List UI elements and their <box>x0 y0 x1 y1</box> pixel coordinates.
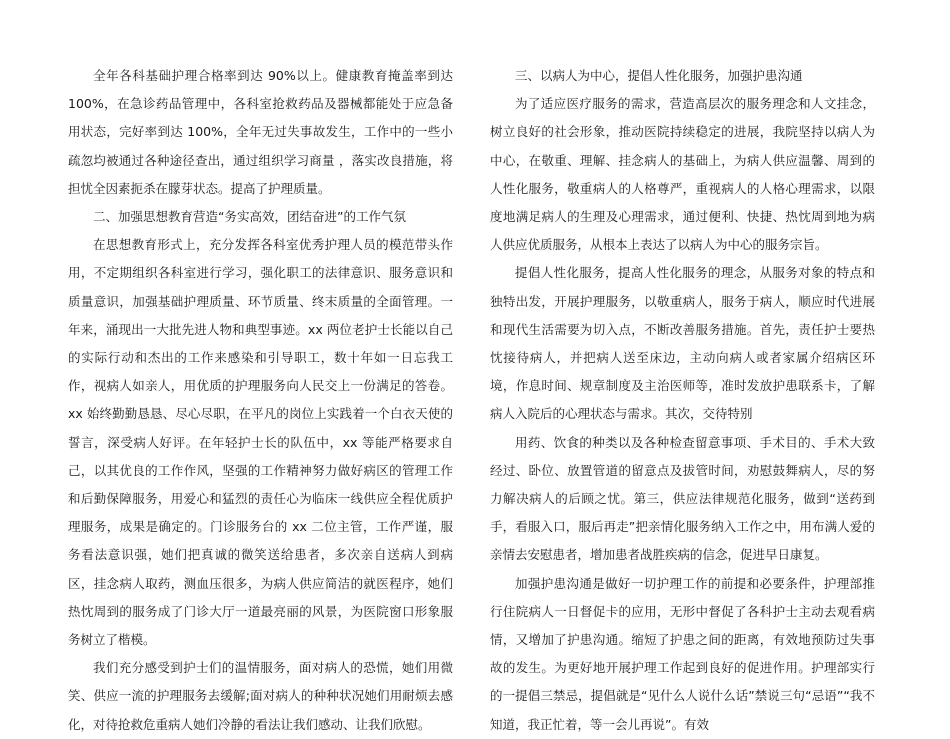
right-column <box>490 62 875 739</box>
heading-ideology-education: 二、加强思想教育营造“务实高效，团结奋进”的工作气氛 <box>93 209 406 225</box>
paragraph-warm-service: 我们充分感受到护士们的温情服务，面对病人的恐慌，她们用微笑、供应一流的护理服务去缓解;面对病人的种种状况她们用耐烦去感化，对待抢救危重病人她们冷静的看法让我们感动、让我们欣慰。 <box>68 660 453 732</box>
paragraph-communication: 加强护患沟通是做好一切护理工作的前提和必要条件，护理部推行住院病人一日督促卡的应用，无形中督促了各科护士主动去观看病情，又增加了护患沟通。缩短了护患之间的距离，有效地预防过失事故的发生。为更好地开展护理工作起到良好的促进作用。护理部实行的一提倡三禁忌，提倡就是“见什么人说什么话”禁说三句“忌语”“我不知道，我正忙着，等一会儿再说”。有效 <box>490 575 875 732</box>
paragraph-service-demand: 为了适应医疗服务的需求，营造高层次的服务理念和人文挂念，树立良好的社会形象，推动医院持续稳定的进展，我院坚持以病人为中心，在敬重、理解、挂念病人的基础上，为病人供应温馨、周到的人性化服务，敬重病人的人格尊严，重视病人的人格心理需求，以限度地满足病人的生理及心理需求，通过便利、快捷、热忱周到地为病人供应优质服务，从根本上表达了以病人为中心的服务宗旨。 <box>490 96 875 253</box>
paragraph-medication-guidance: 用药、饮食的种类以及各种检查留意事项、手术目的、手术大致经过、卧位、放置管道的留意点及拔管时间，劝慰鼓舞病人，尽的努力解决病人的后顾之忧。第三，供应法律规范化服务，做到“送药到手，看服入口，服后再走”把亲情化服务纳入工作之中，用布满人爱的亲情去安慰患者，增加患者战胜疾病的信念，促进早日康复。 <box>490 434 875 563</box>
left-column <box>68 62 453 739</box>
paragraph-role-models: 在思想教育形式上，充分发挥各科室优秀护理人员的模范带头作用，不定期组织各科室进行学习，强化职工的法律意识、服务意识和质量意识，加强基础护理质量、环节质量、终末质量的全面管理。一年来，涌现出一大批先进人物和典型事迹。xx 两位老护士长能以自己的实际行动和杰出的工作来感染和引导职工，数十年如一日忘我工作，视病人如亲人，用优质的护理服务向人民交上一份满足的答卷。xx 始终勤勤恳恳、尽心尽职，在平凡的岗位上实践着一个白衣天使的誓言，深受病人好评。在年轻护士长的队伍中，xx 等能严格要求自己，以其优良的工作作风，坚强的工作精神努力做好病区的管理工作和后勤保障服务，用爱心和猛烈的责任心为临床一线供应全程优质护理服务，成果是确定的。门诊服务台的 xx 二位主管，工作严谨，服务看法意识强，她们把真诚的微笑送给患者，多次亲自送病人到病区，挂念病人取药，测血压很多，为病人供应简洁的就医程序，她们热忱周到的服务成了门诊大厅一道最亮丽的风景，为医院窗口形象服务树立了楷模。 <box>68 237 453 648</box>
paragraph-humanized-service: 提倡人性化服务，提高人性化服务的理念，从服务对象的特点和独特出发，开展护理服务，以敬重病人，服务于病人，顺应时代进展和现代生活需要为切入点，不断改善服务措施。首先，责任护士要热忱接待病人，并把病人送至床边，主动向病人或者家属介绍病区环境，作息时间、规章制度及主治医师等，准时发放护患联系卡，了解病人入院后的心理状态与需求。其次，交待特别 <box>490 265 875 422</box>
paragraph-quality-stats: 全年各科基础护理合格率到达 90%以上。健康教育掩盖率到达 100%，在急诊药品管理中，各科室抢救药品及器械都能处于应急备用状态，完好率到达 100%，全年无过失事故发生，工作中的一些小疏忽均被通过各种途径查出，通过组织学习商量 ，落实改良措施，将担忧全因素扼杀在朦芽状态。提高了护理质量。 <box>68 68 453 196</box>
heading-patient-centered: 三、以病人为中心，提倡人性化服务，加强护患沟通 <box>515 68 803 83</box>
